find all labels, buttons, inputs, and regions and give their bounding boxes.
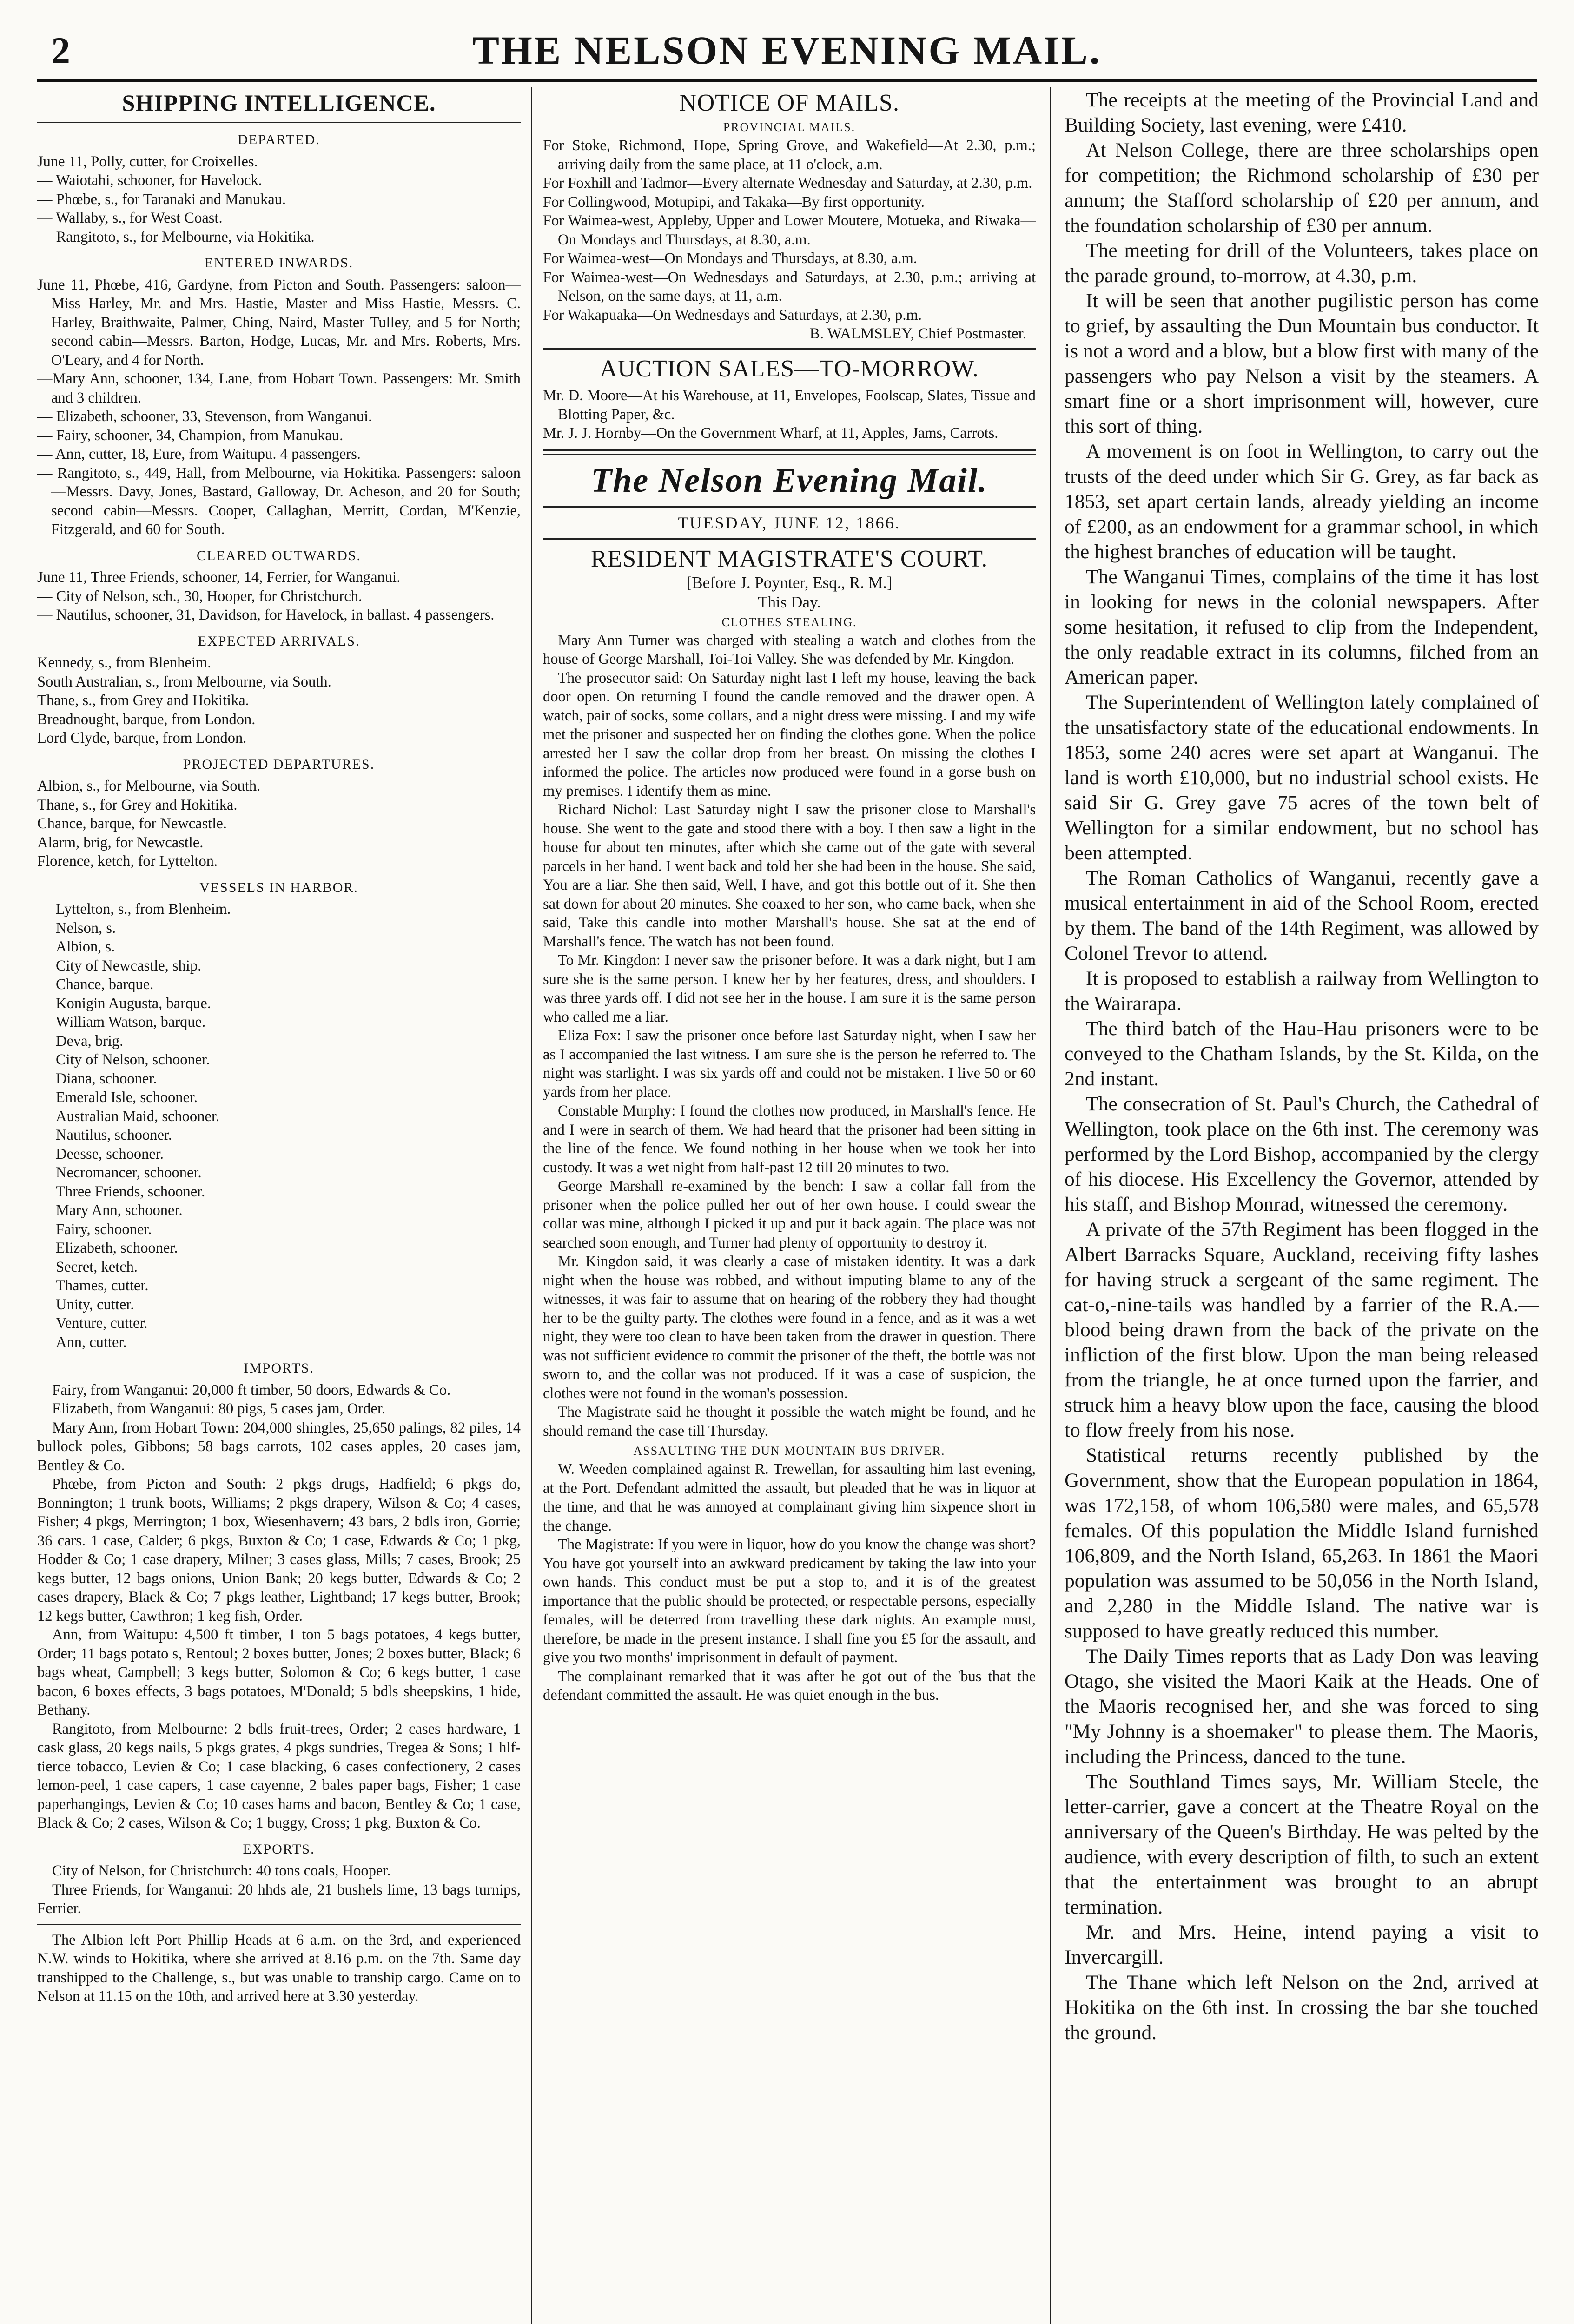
imports-list-item: Elizabeth, from Wanganui: 80 pigs, 5 cases jam, Order. [52,1400,386,1417]
case2-text-item: The Magistrate: If you were in liquor, how do you know the change was short? You have got yourself into an awkward predicament by taking the law into your own hands. This conduct must be put a stop to, and it is of the greatest importance that the public should be protected, or respectable persons, especially females, will be deterred from travelling these dark nights. An example must, therefore, be made in the present instance. I shall fine you £5 for the assault, and give you two months' imprisonment in default of payment. [543,1536,1036,1666]
vessels-list-item: Konigin Augusta, barque. [56,995,211,1012]
double-rule [543,449,1036,455]
exports-list-item: City of Nelson, for Christchurch: 40 tons coals, Hooper. [52,1862,391,1879]
exports-list [37,1862,521,1918]
section-divider [543,348,1036,350]
vessels-list-item: City of Nelson, schooner. [56,1051,210,1068]
imports-list-item: Mary Ann, from Hobart Town: 204,000 shingles, 25,650 palings, 82 piles, 14 bullock poles, Gibbons; 58 bags carrots, 102 cases apples, 20 cases jam, Bentley & Co. [37,1419,521,1474]
vessels-list-item: William Watson, barque. [56,1014,206,1030]
projected-list-item: Thane, s., for Grey and Hokitika. [37,796,238,813]
mail-schedule-list-item: For Waimea-west—On Wednesdays and Saturdays, at 2.30, p.m.; arriving at Nelson, on the same days, at 11, a.m. [543,269,1036,304]
entered-list-item: — Ann, cutter, 18, Eure, from Waitupu. 4 passengers. [37,446,361,462]
vessels-list-item: Elizabeth, schooner. [56,1240,178,1256]
section-divider [543,538,1036,540]
case1-text-item: Mary Ann Turner was charged with stealing a watch and clothes from the house of George Marshall, Toi-Toi Valley. She was defended by Mr. Kingdon. [543,632,1036,667]
case1-text-item: Eliza Fox: I saw the prisoner once before last Saturday night, when I saw her as I accompanied the last witness. I am sure she is the person he referred to. The night was starlight. I was six yards off and could not be mistaken. I live 50 or 60 yards from her place. [543,1027,1036,1101]
cleared-list-item: June 11, Three Friends, schooner, 14, Ferrier, for Wanganui. [37,569,401,586]
vessels-list-item: Lyttelton, s., from Blenheim. [56,901,231,918]
auction-list [543,386,1036,443]
mail-schedule-list-item: For Stoke, Richmond, Hope, Spring Grove, and Wakefield—At 2.30, p.m.; arriving daily from the same place, at 11 o'clock, a.m. [543,137,1036,173]
case1-text-item: Richard Nichol: Last Saturday night I saw the prisoner close to Marshall's house. She went to the gate and stood there with a boy. I then saw a light in the house for about ten minutes, after which she came out of the gate with several parcels in her hand. I went back and told her she had been in the house. She said, You are a liar. She then said, Well, I have, and got this bottle out of it. She then sat down for about 20 minutes. She coaxed to her son, who came back, when she said, Take this candle into mother Marshall's house. She sat at the end of Marshall's fence. The watch has not been found. [543,801,1036,950]
vessels-list-item: Necromancer, schooner. [56,1164,202,1181]
imports-list-item: Ann, from Waitupu: 4,500 ft timber, 1 ton 5 bags potatoes, 4 kegs butter, Order; 11 bags potato s, Rentoul; 2 boxes butter, Jones; 2 boxes butter, Black; 6 bags wheat, Campbell; 3 kegs butter, Solomon & Co; 6 kegs butter, 1 case bacon, 6 boxes effects, 3 bags potatoes, M'Donald; 5 bdls sheepskins, 1 hide, Bethany. [37,1626,521,1718]
news-paragraphs-item: A movement is on foot in Wellington, to carry out the trusts of the deed under which Sir G. Grey, as far back as 1853, set apart certain lands, already yielding an income of £200, as an endowment for a grammar school, in which the highest branches of education will be taught. [1065,440,1539,563]
masthead-rule [37,79,1537,82]
entered-title: ENTERED INWARDS. [204,255,354,271]
entered-list-item: — Rangitoto, s., 449, Hall, from Melbourne, via Hokitika. Passengers: saloon—Messrs. Davy, Jones, Bastard, Galloway, Dr. Acheson, and 20 for South; second cabin—Messrs. Cooper, Callaghan, Merritt, Cordan, M'Kenzie, Fitzgerald, and 60 for South. [37,464,521,538]
projected-list-item: Florence, ketch, for Lyttelton. [37,853,218,870]
court-title: RESIDENT MAGISTRATE'S COURT. [590,545,988,572]
news-paragraphs-item: The Roman Catholics of Wanganui, recently gave a musical entertainment in aid of the School Room, erected by them. The band of the 14th Regiment, was allowed by Colonel Trevor to attend. [1065,867,1539,964]
vessels-list-item: Mary Ann, schooner. [56,1202,183,1219]
news-paragraphs-item: A private of the 57th Regiment has been flogged in the Albert Barracks Square, Auckland, receiving fifty lashes for having struck a sergeant of the same regiment. The cat-o,-nine-tails was handled by a farrier of the R.A.—blood being drawn from the back of the private on the infliction of the first blow. Upon the man being released from the triangle, he at once turned upon the farrier, and struck him a heavy blow upon the face, causing the blood to flow freely from his nose. [1065,1218,1539,1441]
column-divider-1 [531,87,532,2324]
vessels-list [37,900,521,1352]
mail-schedule-list-item: For Waimea-west, Appleby, Upper and Lower Moutere, Motueka, and Riwaka—On Mondays and Thursdays, at 8.30, a.m. [543,212,1036,248]
case1-title: CLOTHES STEALING. [721,615,857,629]
exports-list-item: Three Friends, for Wanganui: 20 hhds ale, 21 bushels lime, 13 bags turnips, Ferrier. [37,1881,521,1917]
entered-list-item: — Elizabeth, schooner, 33, Stevenson, from Wanganui. [37,408,372,425]
projected-title: PROJECTED DEPARTURES. [183,756,375,772]
mail-schedule-list [543,136,1036,324]
departed-list-item: — Rangitoto, s., for Melbourne, via Hokitika. [37,228,315,245]
masthead [37,24,1537,75]
vessels-list-item: Emerald Isle, schooner. [56,1089,198,1106]
mail-schedule-list-item: For Wakapuaka—On Wednesdays and Saturdays, at 2.30, p.m. [543,306,922,324]
departed-list [37,152,521,247]
case1-text-item: To Mr. Kingdon: I never saw the prisoner before. It was a dark night, but I am sure she is the same person. I knew her by her features, dress, and shoulders. I was three yards off. I did not see her in the house. I am sure it is the same person who called me a liar. [543,952,1036,1025]
entered-list-item: — Fairy, schooner, 34, Champion, from Manukau. [37,427,344,444]
imports-list [37,1381,521,1833]
section-divider [37,1924,521,1925]
shipping-heading: SHIPPING INTELLIGENCE. [122,90,436,116]
page-number: 2 [51,29,70,72]
notice-of-mails-title: NOTICE OF MAILS. [679,90,899,116]
case2-text [543,1460,1036,1705]
vessels-list-item: Diana, schooner. [56,1070,157,1087]
entered-list [37,276,521,539]
expected-list-item: Breadnought, barque, from London. [37,711,256,728]
imports-list-item: Rangitoto, from Melbourne: 2 bdls fruit-trees, Order; 2 cases hardware, 1 cask glass, 20 kegs nails, 5 pkgs grates, 4 pkgs sundries, Tregea & Sons; 1 hlf-tierce tobacco, Levien & Co; 1 case blacking, 6 cases confectionery, 2 cases lemon-peel, 1 case capers, 1 case cayenne, 2 bales paper bags, Fisher; 1 case paperhangings, Levien & Co; 10 cases hams and bacon, Bentley & Co; 1 case, Black & Co; 2 cases, Wilson & Co; 1 buggy, Cross; 1 pkg, Buxton & Co. [37,1720,521,1831]
news-paragraphs-item: The receipts at the meeting of the Provincial Land and Building Society, last evening, were £410. [1065,89,1539,136]
case2-text-item: W. Weeden complained against R. Trewellan, for assaulting him last evening, at the Port. Defendant admitted the assault, but pleaded that he was in liquor at the time, and that he was annoyed at complainant giving him sixpence short in the change. [543,1461,1036,1534]
expected-list-item: Thane, s., from Grey and Hokitika. [37,692,249,709]
news-paragraphs-item: The Wanganui Times, complains of the time it has lost in looking for news in the colonial newspapers. After some hesitation, it refused to clip from the Independent, the only readable extract in its columns, filched from an American paper. [1065,566,1539,688]
mail-schedule-list-item: For Foxhill and Tadmor—Every alternate Wednesday and Saturday, at 2.30, p.m. [543,175,1032,191]
vessels-list-item: Secret, ketch. [56,1258,138,1275]
news-paragraphs-item: The Superintendent of Wellington lately complained of the unsatisfactory state of the educational endowments. In 1853, some 240 acres were set apart at Wanganui. The land is worth £10,000, but no industrial school exists. He said Sir G. Grey gave 75 acres of the town belt of Wellington for a similar endowment, but no school has been attempted. [1065,691,1539,864]
case1-text-item: Constable Murphy: I found the clothes now produced, in Marshall's fence. He and I were in search of them. We had heard that the prisoner had been sitting in the line of the fence. We found nothing in her house when we took her into custody. It was a wet night from half-past 12 till 20 minutes to two. [543,1103,1036,1176]
case1-text-item: Mr. Kingdon said, it was clearly a case of mistaken identity. It was a dark night when the house was robbed, and without imputing blame to any of the witnesses, it was fair to assume that on hearing of the robbery they had thought her to be the guilty party. The clothes were found in a fence, and as it was a wet night, they were too clean to have been taken from the drawer in question. There was not sufficient evidence to commit the prisoner of the theft, the bottle was not sworn to, and the collar was not produced. If it was a case of suspicion, the clothes were not found in the woman's possession. [543,1253,1036,1402]
column-notices-court [543,87,1036,2324]
news-paragraphs-item: Mr. and Mrs. Heine, intend paying a visit to Invercargill. [1065,1921,1539,1968]
column-divider-2 [1050,87,1051,2324]
newspaper-title: THE NELSON EVENING MAIL. [472,28,1102,73]
imports-title: IMPORTS. [244,1360,314,1376]
departed-list-item: — Wallaby, s., for West Coast. [37,210,223,226]
vessels-list-item: Unity, cutter. [56,1296,134,1313]
news-paragraphs-item: Statistical returns recently published by the Government, show that the European population in 1864, was 172,158, of whom 106,580 were males, and 65,578 females. Of this population the Middle Island furnished 106,809, and the North Island, 65,263. In 1861 the Maori population was assumed to be 50,056 in the North Island, and 2,280 in the Middle Island. The native war is supposed to have greatly reduced this number. [1065,1444,1539,1642]
provincial-mails-subtitle: PROVINCIAL MAILS. [723,120,856,134]
vessels-list-item: Australian Maid, schooner. [56,1108,220,1125]
cleared-list [37,568,521,625]
vessels-list-item: Ann, cutter. [56,1334,127,1351]
mail-schedule-list-item: For Waimea-west—On Mondays and Thursdays, at 8.30, a.m. [543,250,917,267]
vessels-list-item: Nelson, s. [56,919,116,937]
projected-list-item: Albion, s., for Melbourne, via South. [37,778,261,794]
expected-list [37,654,521,748]
departed-list-item: June 11, Polly, cutter, for Croixelles. [37,153,258,170]
departed-list-item: — Waiotahi, schooner, for Havelock. [37,172,262,189]
case1-text [543,631,1036,1441]
departed-list-item: — Phœbe, s., for Taranaki and Manukau. [37,191,286,208]
case1-text-item: George Marshall re-examined by the bench: I saw a collar fall from the prisoner when the police pulled her out of her own house. I could swear the collar was mine, although I picked it up and put it back again. The place was not searched soon enough, and Turner had plenty of opportunity to destroy it. [543,1178,1036,1251]
entered-list-item: —Mary Ann, schooner, 134, Lane, from Hobart Town. Passengers: Mr. Smith and 3 children. [37,370,521,406]
auction-list-item: Mr. D. Moore—At his Warehouse, at 11, Envelopes, Foolscap, Slates, Tissue and Blotting Paper, &c. [543,387,1036,423]
albion-note: The Albion left Port Phillip Heads at 6 a.m. on the 3rd, and experienced N.W. winds to Hokitika, where she arrived at 8.16 p.m. on the 7th. Same day transhipped to the Challenge, s., but was unable to tranship cargo. Came on to Nelson at 11.15 on the 10th, and arrived here at 3.30 yesterday. [37,1931,521,2005]
expected-list-item: Lord Clyde, barque, from London. [37,730,247,746]
case2-text-item: The complainant remarked that it was after he got out of the 'bus that the defendant committed the assault. He was quiet enough in the bus. [543,1668,1036,1703]
expected-title: EXPECTED ARRIVALS. [198,633,360,649]
column-local-news [1065,87,1539,2324]
column-shipping [37,87,521,2324]
projected-list-item: Alarm, brig, for Newcastle. [37,834,204,851]
postmaster-signature: B. WALMSLEY, Chief Postmaster. [809,325,1026,342]
vessels-list-item: Albion, s. [56,938,115,955]
news-paragraphs-item: The consecration of St. Paul's Church, the Cathedral of Wellington, took place on the 6th inst. The ceremony was performed by the Lord Bishop, accompanied by the clergy of his diocese. His Excellency the Governor, attended by his staff, and Bishop Monrad, witnessed the ceremony. [1065,1093,1539,1215]
news-paragraphs-item: It will be seen that another pugilistic person has come to grief, by assaulting the Dun Mountain bus conductor. It is not a word and a blow, but a blow first with many of the passengers who pay Nelson a visit by the steamers. A smart fine or a short imprisonment will, however, cure this sort of thing. [1065,290,1539,437]
vessels-list-item: Deva, brig. [56,1032,124,1050]
imports-list-item: Fairy, from Wanganui: 20,000 ft timber, 50 doors, Edwards & Co. [52,1381,451,1399]
entered-list-item: June 11, Phœbe, 416, Gardyne, from Picton and South. Passengers: saloon—Miss Harley, Mr. and Mrs. Hastie, Master and Miss Hastie, Messrs. C. Harley, Braithwaite, Palmer, Ching, Naird, Master Tulley, and 5 for North; second cabin—Messrs. Barton, Hodge, Lucas, Mr. and Mrs. Roberts, Mrs. O'Leary, and 4 for North. [37,276,521,369]
news-paragraphs-item: The Daily Times reports that as Lady Don was leaving Otago, she visited the Maori Kaik at the Heads. One of the Maoris recognised her, and she was forced to sing "My Johnny is a shoemaker" to please them. The Maoris, including the Princess, danced to the tune. [1065,1645,1539,1768]
case1-text-item: The Magistrate said he thought it possible the watch might be found, and he should remand the case till Thursday. [543,1404,1036,1439]
vessels-list-item: Thames, cutter. [56,1277,149,1294]
vessels-list-item: Nautilus, schooner. [56,1127,172,1143]
auction-title: AUCTION SALES—TO-MORROW. [600,356,979,382]
projected-list-item: Chance, barque, for Newcastle. [37,815,227,832]
vessels-list-item: Fairy, schooner. [56,1221,152,1238]
court-before: [Before J. Poynter, Esq., R. M.] [686,573,893,592]
auction-list-item: Mr. J. J. Hornby—On the Government Wharf, at 11, Apples, Jams, Carrots. [543,425,999,442]
vessels-list-item: Chance, barque. [56,976,154,993]
news-paragraphs-item: The meeting for drill of the Volunteers, takes place on the parade ground, to-morrow, at 4.30, p.m. [1065,239,1539,287]
vessels-list-item: Three Friends, schooner. [56,1183,205,1200]
news-paragraphs-item: The third batch of the Hau-Hau prisoners were to be conveyed to the Chatham Islands, by the St. Kilda, on the 2nd instant. [1065,1017,1539,1090]
news-paragraphs-item: The Thane which left Nelson on the 2nd, arrived at Hokitika on the 6th inst. In crossing the bar she touched the ground. [1065,1971,1539,2044]
issue-date: TUESDAY, JUNE 12, 1866. [678,513,901,532]
expected-list-item: Kennedy, s., from Blenheim. [37,654,212,671]
news-paragraphs-item: It is proposed to establish a railway from Wellington to the Wairarapa. [1065,967,1539,1015]
case1-text-item: The prosecutor said: On Saturday night last I left my house, leaving the back door open. On returning I found the candle removed and the drawer open. A watch, pair of socks, some collars, and a night dress were missing. I and my wife met the prisoner and suspected her on finding the clothes gone. When the police arrested her I saw the collar drop from her breast. On missing the clothes I informed the police. The articles now produced were found in a gorse bush on my premises. I identify them as mine. [543,669,1036,799]
vessels-list-item: Deesse, schooner. [56,1145,164,1162]
case2-title: ASSAULTING THE DUN MOUNTAIN BUS DRIVER. [633,1444,946,1458]
projected-list [37,777,521,871]
court-day: This Day. [758,593,821,611]
news-paragraphs-item: The Southland Times says, Mr. William Steele, the letter-carrier, gave a concert at the Theatre Royal on the anniversary of the Queen's Birthday. He was pelted by the audience, with every description of filth, to such an extent that the entertainment was brought to an abrupt termination. [1065,1770,1539,1918]
vessels-list-item: City of Newcastle, ship. [56,957,202,974]
vessels-list-item: Venture, cutter. [56,1315,148,1332]
expected-list-item: South Australian, s., from Melbourne, via South. [37,673,331,690]
imports-list-item: Phœbe, from Picton and South: 2 pkgs drugs, Hadfield; 6 pkgs do, Bonnington; 1 trunk boots, Williams; 2 pkgs drapery, Wilson & Co; 4 cases, Fisher; 4 pkgs, Merrington; 1 box, Wiesenhavern; 43 bars, 2 bdls iron, Gorrie; 36 cars. 1 case, Calder; 6 pkgs, Buxton & Co; 1 case, Edwards & Co; 1 pkg, Hodder & Co; 1 case drapery, Milner; 3 cases glass, Mills; 7 cases, Brook; 25 kegs butter, 12 bags onions, Union Bank; 20 kegs butter, Edwards & Co; 2 cases drapery, Black & Co; 7 pkgs leather, Lightband; 17 kegs butter, Brook; 12 kegs butter, Cawthron; 1 keg fish, Order. [37,1476,521,1624]
news-paragraphs [1065,87,1539,2045]
exports-title: EXPORTS. [243,1841,315,1857]
mail-schedule-list-item: For Collingwood, Motupipi, and Takaka—By first opportunity. [543,193,925,211]
departed-title: DEPARTED. [238,132,320,147]
cleared-title: CLEARED OUTWARDS. [197,548,361,563]
section-divider [543,506,1036,508]
cleared-list-item: — Nautilus, schooner, 31, Davidson, for Havelock, in ballast. 4 passengers. [37,607,495,623]
paper-title-blackletter: The Nelson Evening Mail. [591,461,988,500]
vessels-title: VESSELS IN HARBOR. [199,879,358,895]
cleared-list-item: — City of Nelson, sch., 30, Hooper, for Christchurch. [37,588,363,605]
news-paragraphs-item: At Nelson College, there are three scholarships open for competition; the Richmond scholarship of £30 per annum; the Stafford scholarship of £20 per annum, and the foundation scholarship of £30 per annum. [1065,139,1539,237]
